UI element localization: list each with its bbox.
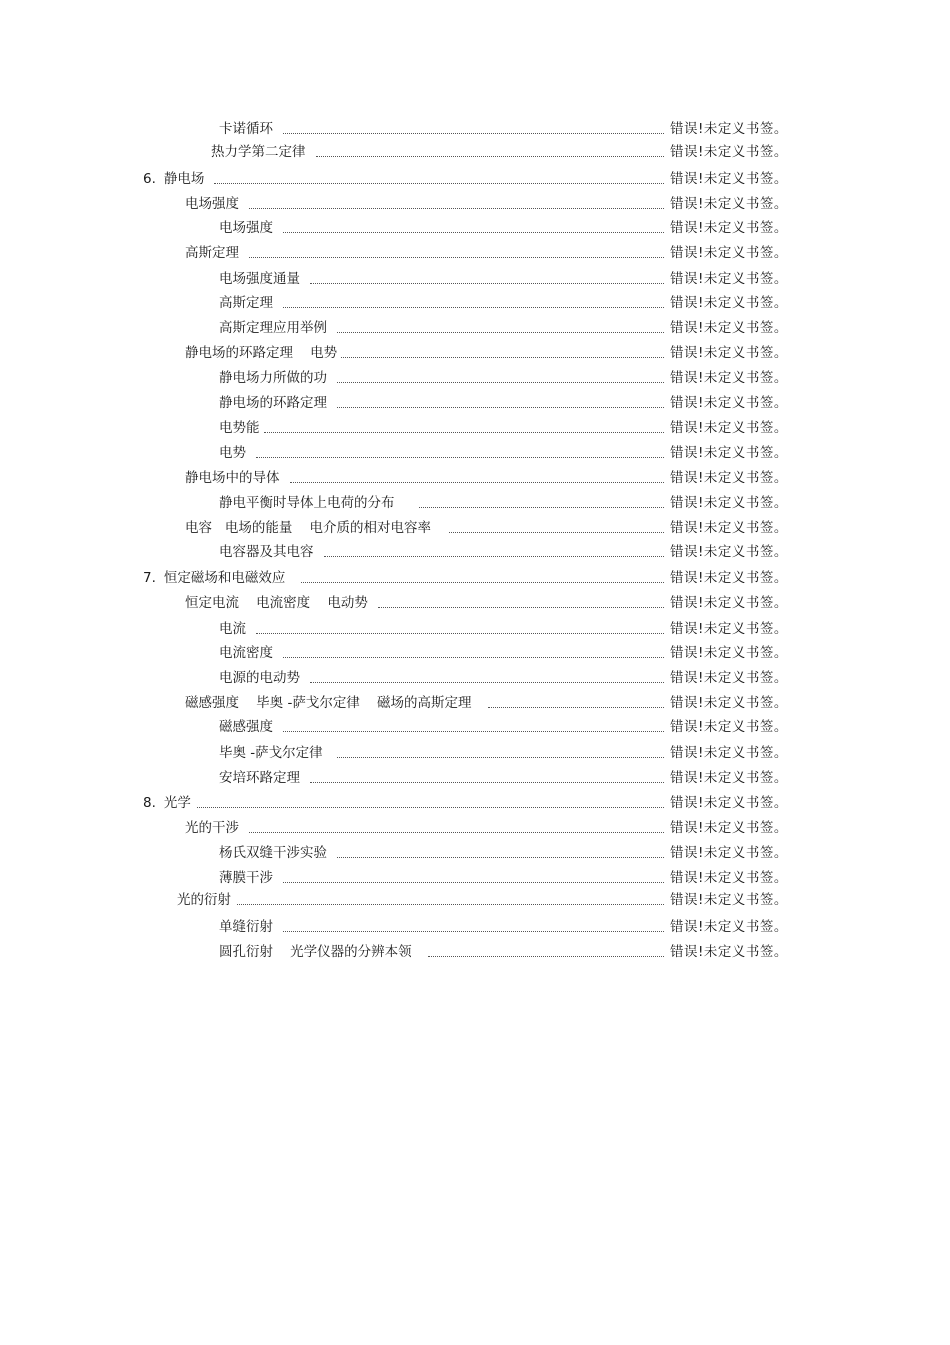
toc-entry-page: 错误!未定义书签。 (670, 745, 788, 761)
toc-entry-4[interactable] (185, 194, 792, 214)
toc-entry-page: 错误!未定义书签。 (670, 420, 788, 436)
dot-leader (264, 418, 665, 438)
toc-entry-8[interactable] (219, 293, 792, 313)
toc-entry-title: 电流 (219, 621, 246, 637)
toc-entry-title: 电流密度 (219, 645, 273, 661)
toc-entry-title: 电场强度 (219, 220, 273, 236)
dot-leader (324, 542, 665, 562)
toc-entry-page: 错误!未定义书签。 (670, 144, 788, 160)
toc-entry-title: 静电场的环路定理 (219, 395, 327, 411)
toc-entry-page: 错误!未定义书签。 (670, 845, 788, 861)
toc-entry-31[interactable] (219, 868, 792, 888)
toc-entry-page: 错误!未定义书签。 (670, 670, 788, 686)
toc-entry-9[interactable] (219, 318, 792, 338)
toc-entry-title: 热力学第二定律 (211, 144, 306, 160)
toc-entry-page: 错误!未定义书签。 (670, 892, 788, 908)
toc-entry-21[interactable] (219, 619, 792, 639)
toc-entry-page: 错误!未定义书签。 (670, 196, 788, 212)
dot-leader (337, 368, 664, 388)
toc-entry-page: 错误!未定义书签。 (670, 245, 788, 261)
toc-entry-title: 杨氏双缝干涉实验 (219, 845, 327, 861)
toc-entry-page: 错误!未定义书签。 (670, 870, 788, 886)
toc-entry-32[interactable] (177, 890, 792, 910)
toc-entry-30[interactable] (219, 843, 792, 863)
toc-entry-page: 错误!未定义书签。 (670, 820, 788, 836)
toc-chapter-8[interactable] (143, 793, 792, 813)
toc-entry-page: 错误!未定义书签。 (670, 770, 788, 786)
toc-entry-page: 错误!未定义书签。 (670, 919, 788, 935)
toc-entry-title: 高斯定理 (185, 245, 239, 261)
dot-leader (301, 568, 664, 588)
toc-entry-13[interactable] (219, 418, 792, 438)
toc-entry-page: 错误!未定义书签。 (670, 271, 788, 287)
toc-chapter-6[interactable] (143, 169, 792, 189)
toc-entry-33[interactable] (219, 917, 792, 937)
dot-leader (449, 518, 664, 538)
dot-leader (428, 942, 664, 962)
dot-leader (283, 218, 664, 238)
dot-leader (337, 843, 664, 863)
toc-entry-title: 电场强度 (185, 196, 239, 212)
toc-entry-title: 毕奥 -萨戈尔定律 (219, 745, 323, 761)
toc-entry-title: 电势能 (219, 420, 260, 436)
toc-entry-page: 错误!未定义书签。 (670, 795, 788, 811)
toc-entry-title: 圆孔衍射 光学仪器的分辨本领 (219, 944, 412, 960)
toc-entry-title: 卡诺循环 (219, 121, 273, 137)
dot-leader (310, 768, 664, 788)
toc-entry-title: 电场强度通量 (219, 271, 300, 287)
chapter-number: 8. (143, 795, 156, 811)
toc-entry-15[interactable] (185, 468, 792, 488)
toc-entry-title: 静电场的环路定理 电势 (185, 345, 338, 361)
dot-leader (341, 343, 664, 363)
toc-entry-title: 光的干涉 (185, 820, 239, 836)
dot-leader (310, 269, 664, 289)
toc-entry-title: 电源的电动势 (219, 670, 300, 686)
dot-leader (249, 194, 664, 214)
dot-leader (316, 142, 665, 162)
toc-entry-page: 错误!未定义书签。 (670, 171, 788, 187)
toc-entry-17[interactable] (185, 518, 792, 538)
toc-entry-22[interactable] (219, 643, 792, 663)
dot-leader (237, 890, 664, 910)
dot-leader (249, 243, 664, 263)
toc-entry-page: 错误!未定义书签。 (670, 595, 788, 611)
toc-entry-page: 错误!未定义书签。 (670, 470, 788, 486)
dot-leader (290, 468, 665, 488)
dot-leader (488, 693, 665, 713)
toc-entry-page: 错误!未定义书签。 (670, 695, 788, 711)
toc-entry-18[interactable] (219, 542, 792, 562)
toc-entry-title: 单缝衍射 (219, 919, 273, 935)
toc-entry-page: 错误!未定义书签。 (670, 220, 788, 236)
toc-entry-27[interactable] (219, 768, 792, 788)
toc-entry-title: 高斯定理应用举例 (219, 320, 327, 336)
toc-entry-title: 电容 电场的能量 电介质的相对电容率 (185, 520, 432, 536)
toc-entry-title: 光的衍射 (177, 892, 231, 908)
toc-entry-25[interactable] (219, 717, 792, 737)
toc-entry-1[interactable] (219, 119, 792, 139)
dot-leader (337, 393, 664, 413)
dot-leader (256, 619, 664, 639)
dot-leader (283, 917, 664, 937)
toc-entry-title: 恒定电流 电流密度 电动势 (185, 595, 368, 611)
toc-entry-title: 电容器及其电容 (219, 544, 314, 560)
toc-entry-23[interactable] (219, 668, 792, 688)
toc-entry-12[interactable] (219, 393, 792, 413)
toc-entry-34[interactable] (219, 942, 792, 962)
chapter-number: 6. (143, 171, 156, 187)
dot-leader (283, 868, 664, 888)
toc-entry-24[interactable] (185, 693, 792, 713)
toc-entry-26[interactable] (219, 743, 792, 763)
toc-entry-title: 高斯定理 (219, 295, 273, 311)
toc-entry-16[interactable] (219, 493, 792, 513)
toc-entry-title: 静电平衡时导体上电荷的分布 (219, 495, 395, 511)
dot-leader (283, 293, 664, 313)
toc-entry-page: 错误!未定义书签。 (670, 121, 788, 137)
toc-entry-29[interactable] (185, 818, 792, 838)
toc-entry-2[interactable] (211, 142, 792, 162)
dot-leader (249, 818, 664, 838)
toc-entry-14[interactable] (219, 443, 792, 463)
toc-entry-page: 错误!未定义书签。 (670, 295, 788, 311)
toc-entry-page: 错误!未定义书签。 (670, 345, 788, 361)
toc-entry-5[interactable] (219, 218, 792, 238)
dot-leader (337, 743, 664, 763)
dot-leader (214, 169, 664, 189)
dot-leader (419, 493, 665, 513)
toc-entry-page: 错误!未定义书签。 (670, 395, 788, 411)
toc-entry-page: 错误!未定义书签。 (670, 944, 788, 960)
toc-entry-title: 安培环路定理 (219, 770, 300, 786)
toc-entry-title: 静电场力所做的功 (219, 370, 327, 386)
dot-leader (337, 318, 664, 338)
toc-entry-title: 薄膜干涉 (219, 870, 273, 886)
toc-entry-page: 错误!未定义书签。 (670, 645, 788, 661)
dot-leader (378, 593, 664, 613)
toc-entry-title: 磁感强度 毕奥 -萨戈尔定律 磁场的高斯定理 (185, 695, 472, 711)
toc-entry-11[interactable] (219, 368, 792, 388)
toc-entry-page: 错误!未定义书签。 (670, 520, 788, 536)
toc-entry-10[interactable] (185, 343, 792, 363)
dot-leader (256, 443, 664, 463)
toc-entry-20[interactable] (185, 593, 792, 613)
toc-entry-page: 错误!未定义书签。 (670, 570, 788, 586)
toc-entry-page: 错误!未定义书签。 (670, 370, 788, 386)
dot-leader (283, 119, 664, 139)
toc-entry-7[interactable] (219, 269, 792, 289)
dot-leader (197, 793, 664, 813)
toc-entry-page: 错误!未定义书签。 (670, 445, 788, 461)
toc-entry-title: 恒定磁场和电磁效应 (163, 570, 286, 586)
toc-entry-page: 错误!未定义书签。 (670, 320, 788, 336)
toc-entry-6[interactable] (185, 243, 792, 263)
dot-leader (310, 668, 664, 688)
dot-leader (283, 643, 664, 663)
toc-entry-page: 错误!未定义书签。 (670, 544, 788, 560)
toc-entry-title: 静电场 (163, 171, 205, 187)
chapter-number: 7. (143, 570, 156, 586)
toc-chapter-7[interactable] (143, 568, 792, 588)
toc-entry-title: 电势 (219, 445, 246, 461)
toc-entry-title: 磁感强度 (219, 719, 273, 735)
toc-entry-page: 错误!未定义书签。 (670, 495, 788, 511)
dot-leader (283, 717, 664, 737)
toc-entry-page: 错误!未定义书签。 (670, 719, 788, 735)
toc-entry-title: 静电场中的导体 (185, 470, 280, 486)
toc-entry-title: 光学 (163, 795, 191, 811)
toc-entry-page: 错误!未定义书签。 (670, 621, 788, 637)
